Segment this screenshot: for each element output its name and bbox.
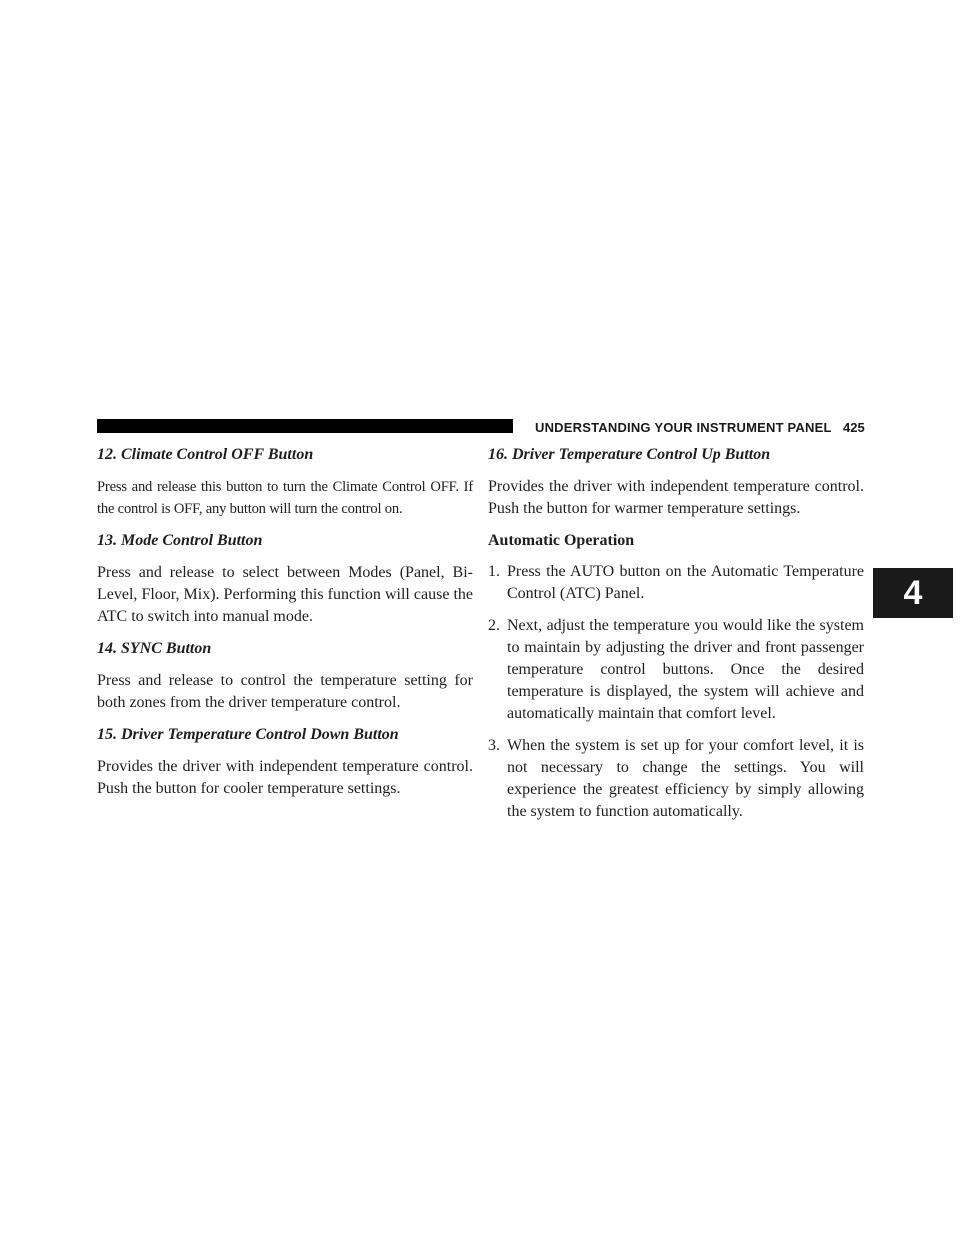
- list-item: [488, 615, 864, 725]
- section-heading-13: 13. Mode Control Button: [97, 532, 263, 549]
- section-text-14: Press and release to control the temperature setting for both zones from the driver temperature control.: [97, 672, 473, 711]
- list-item-text: When the system is set up for your comfort level, it is not necessary to change the settings. You will experience the greatest efficiency by simply allowing the system to function automatically.: [507, 737, 864, 820]
- list-item-number: 2.: [488, 617, 500, 634]
- section-text-15: Provides the driver with independent temperature control. Push the button for cooler temperature settings.: [97, 758, 473, 797]
- list-item-number: 3.: [488, 737, 500, 754]
- section-text-13: Press and release to select between Modes (Panel, Bi-Level, Floor, Mix). Performing this function will cause the ATC to switch into manual mode.: [97, 564, 473, 625]
- list-item-text: Next, adjust the temperature you would like the system to maintain by adjusting the driver and front passenger temperature control buttons. Once the desired temperature is displayed, the system will achieve and automatically maintain that comfort level.: [507, 617, 864, 722]
- running-header-title: UNDERSTANDING YOUR INSTRUMENT PANEL: [535, 420, 832, 435]
- list-item: [488, 735, 864, 823]
- header-rule-bar: [97, 419, 513, 433]
- section-heading-14: 14. SYNC Button: [97, 640, 212, 657]
- section-text-16: Provides the driver with independent temperature control. Push the button for warmer temperature settings.: [488, 478, 864, 517]
- list-item: [488, 561, 864, 605]
- right-column: [488, 444, 864, 833]
- left-column: [97, 444, 473, 810]
- automatic-operation-heading: Automatic Operation: [488, 532, 635, 549]
- list-item-number: 1.: [488, 563, 500, 580]
- section-text-12: Press and release this button to turn the Climate Control OFF. If the control is OFF, any button will turn the control on.: [97, 479, 473, 517]
- section-heading-15: 15. Driver Temperature Control Down Button: [97, 726, 399, 743]
- page-number: 425: [843, 420, 865, 435]
- section-heading-12: 12. Climate Control OFF Button: [97, 446, 314, 463]
- chapter-tab: 4: [873, 568, 953, 618]
- list-item-text: Press the AUTO button on the Automatic Temperature Control (ATC) Panel.: [507, 563, 864, 602]
- section-heading-16: 16. Driver Temperature Control Up Button: [488, 446, 771, 463]
